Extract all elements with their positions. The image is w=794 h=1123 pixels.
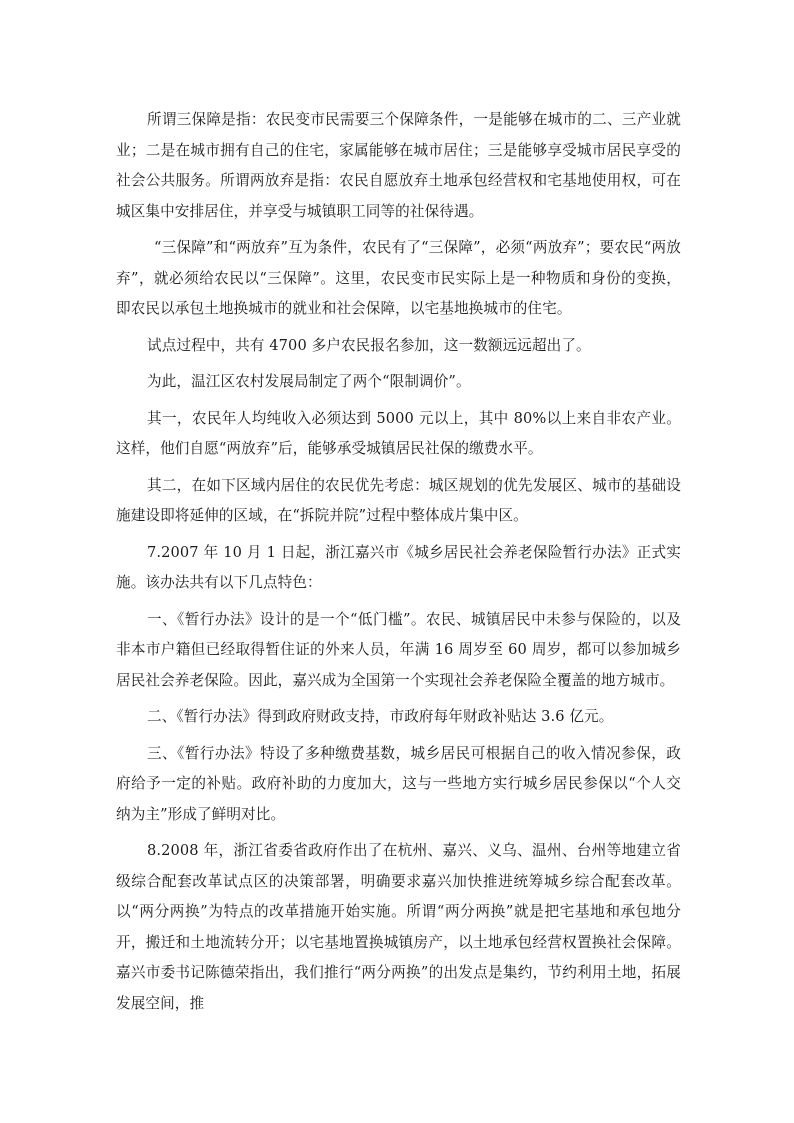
- paragraph-pilot-registration: 试点过程中，共有 4700 多户农民报名参加，这一数额远远超出了。: [147, 336, 591, 354]
- paragraph-price-restrictions: 为此，温江区农村发展局制定了两个“限制调价”。: [147, 373, 471, 390]
- paragraph-condition-two: 其二，在如下区域内居住的农民优先考虑：城区规划的优先发展区、城市的基础设施建设即将延伸的区域，在“拆院并院”过程中整体成片集中区。: [116, 476, 681, 524]
- paragraph-three-guarantees-definition: 所谓三保障是指：农民变市民需要三个保障条件，一是能够在城市的二、三产业就业；二是在城市拥有自己的住宅，家属能够在城市居住；三是能够享受城市居民享受的社会公共服务。所谓两放弃是指：农民自愿放弃土地承包经营权和宅基地使用权，可在城区集中安排居住，并享受与城镇职工同等的社保待遇。: [116, 111, 681, 220]
- paragraph-two-separations-two-exchanges: 8.2008 年，浙江省委省政府作出了在杭州、嘉兴、义乌、温州、台州等地建立省级综合配套改革试点区的决策部署，明确要求嘉兴加快推进统筹城乡综合配套改革。以“两分两换”为特点的改革措施开始实施。所谓“两分两换”就是把宅基地和承包地分开，搬迁和土地流转分开；以宅基地置换城镇房产，以土地承包经营权置换社会保障。嘉兴市委书记陈德荣指出，我们推行“两分两换”的出发点是集约，节约利用土地，拓展发展空间，推: [116, 842, 681, 1012]
- paragraph-condition-one: 其一，农民年人均纯收入必须达到 5000 元以上，其中 80%以上来自非农产业。这样，他们自愿“两放弃”后，能够承受城镇居民社保的缴费水平。: [116, 409, 681, 457]
- paragraph-feature-three: 三、《暂行办法》特设了多种缴费基数，城乡居民可根据自己的收入情况参保，政府给予一定的补贴。政府补助的力度加大，这与一些地方实行城乡居民参保以“个人交纳为主”形成了鲜明对比。: [116, 744, 681, 823]
- paragraph-feature-one: 一、《暂行办法》设计的是一个“低门槛”。农民、城镇居民中未参与保险的，以及非本市户籍但已经取得暂住证的外来人员，年满 16 周岁至 60 周岁，都可以参加城乡居民社会养老保险。因此，嘉兴成为全国第一个实现社会养老保险全覆盖的地方城市。: [116, 610, 681, 689]
- paragraph-feature-two: 二、《暂行办法》得到政府财政支持，市政府每年财政补贴达 3.6 亿元。: [147, 708, 614, 725]
- document-body: [116, 105, 681, 1025]
- paragraph-jiaxing-pension-measures: 7.2007 年 10 月 1 日起，浙江嘉兴市《城乡居民社会养老保险暂行办法》正式实施。该办法共有以下几点特色：: [116, 543, 681, 591]
- paragraph-mutual-conditions: “三保障”和“两放弃”互为条件，农民有了“三保障”，必须“两放弃”；要农民“两放弃”，就必须给农民以“三保障”。这里，农民变市民实际上是一种物质和身份的变换，即农民以承包土地换城市的就业和社会保障，以宅基地换城市的住宅。: [116, 239, 681, 317]
